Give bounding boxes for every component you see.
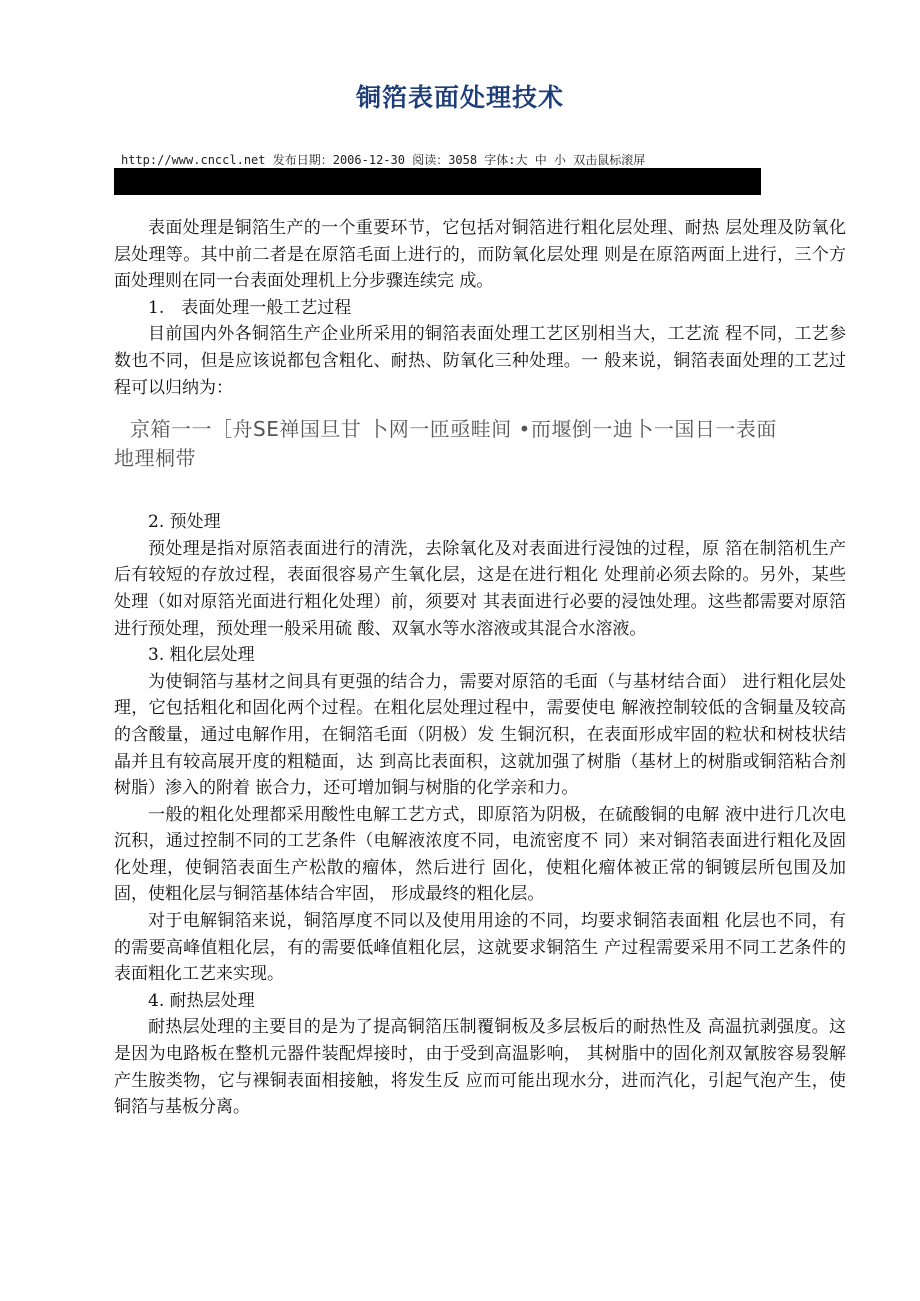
section-1-heading: 1. 表面处理一般工艺过程 (148, 297, 352, 318)
process-flow-line-1: 京箱一一［舟SE禅国旦甘 卜网一匝亟畦间 •而堰倒一迪卜一国日一表面 (130, 417, 777, 442)
section-3-paragraph-2: 一般的粗化处理都采用酸性电解工艺方式，即原箔为阴极，在硫酸铜的电解 液中进行几次电沉积，通过控制不同的工艺条件（电解液浓度不同，电流密度不 同）来对铜箔表面进行粗化及固化处理，使铜箔表面生产松散的瘤体，然后进行 固化，使粗化瘤体被正常的铜镀层所包围及加固，使粗化层与铜箔基体结合牢固， 形成最终的粗化层。 (114, 804, 846, 905)
section-2-heading: 2. 预处理 (148, 512, 221, 533)
section-1-paragraph: 目前国内外各铜箔生产企业所采用的铜箔表面处理工艺区别相当大，工艺流 程不同，工艺参数也不同，但是应该说都包含粗化、耐热、防氧化三种处理。一 般来说，铜箔表面处理的工艺过程可以归纳为： (114, 324, 846, 398)
article-meta: http://www.cnccl.net 发布日期：2006-12-30 阅读：3058 字体:大 中 小 双击鼠标滚屏 (121, 153, 646, 167)
page-title: 铜箔表面处理技术 (355, 83, 564, 112)
section-4-paragraph: 耐热层处理的主要目的是为了提高铜箔压制覆铜板及多层板后的耐热性及 高温抗剥强度。这是因为电路板在整机元器件装配焊接时，由于受到高温影响， 其树脂中的固化剂双氰胺容易裂解产生胺类物，它与裸铜表面相接触，将发生反 应而可能出现水分，进而汽化，引起气泡产生，使铜箔与基板分离。 (114, 1017, 846, 1118)
article-body (114, 215, 846, 1121)
redaction-bar (114, 168, 761, 195)
section-3-paragraph-3: 对于电解铜箔来说，铜箔厚度不同以及使用用途的不同，均要求铜箔表面粗 化层也不同，有的需要高峰值粗化层，有的需要低峰值粗化层，这就要求铜箔生 产过程需要采用不同工艺条件的表面粗化工艺来实现。 (114, 911, 846, 985)
process-flow (114, 415, 846, 473)
section-4-heading: 4. 耐热层处理 (148, 990, 255, 1011)
intro-paragraph: 表面处理是铜箔生产的一个重要环节，它包括对铜箔进行粗化层处理、耐热 层处理及防氧化层处理等。其中前二者是在原箔毛面上进行的，而防氧化层处理 则是在原箔两面上进行，三个方面处理则在同一台表面处理机上分步骤连续完 成。 (114, 218, 846, 292)
process-flow-line-2: 地理桐带 (114, 446, 196, 471)
section-3-paragraph-1: 为使铜箔与基材之间具有更强的结合力，需要对原箔的毛面（与基材结合面） 进行粗化层处理，它包括粗化和固化两个过程。在粗化层处理过程中，需要使电 解液控制较低的含铜量及较高的含酸量，通过电解作用，在铜箔毛面（阴极）发 生铜沉积，在表面形成牢固的粒状和树枝状结晶并且有较高展开度的粗糙面，达 到高比表面积，这就加强了树脂（基材上的树脂或铜箔粘合剂树脂）渗入的附着 嵌合力，还可增加铜与树脂的化学亲和力。 (114, 671, 846, 799)
section-3-heading: 3. 粗化层处理 (148, 645, 255, 666)
section-2-paragraph: 预处理是指对原箔表面进行的清洗，去除氧化及对表面进行浸蚀的过程，原 箔在制箔机生产后有较短的存放过程，表面很容易产生氧化层，这是在进行粗化 处理前必须去除的。另外，某些处理（如对原箔光面进行粗化处理）前，须要对 其表面进行必要的浸蚀处理。这些都需要对原箔进行预处理，预处理一般采用硫 酸、双氧水等水溶液或其混合水溶液。 (114, 538, 846, 639)
